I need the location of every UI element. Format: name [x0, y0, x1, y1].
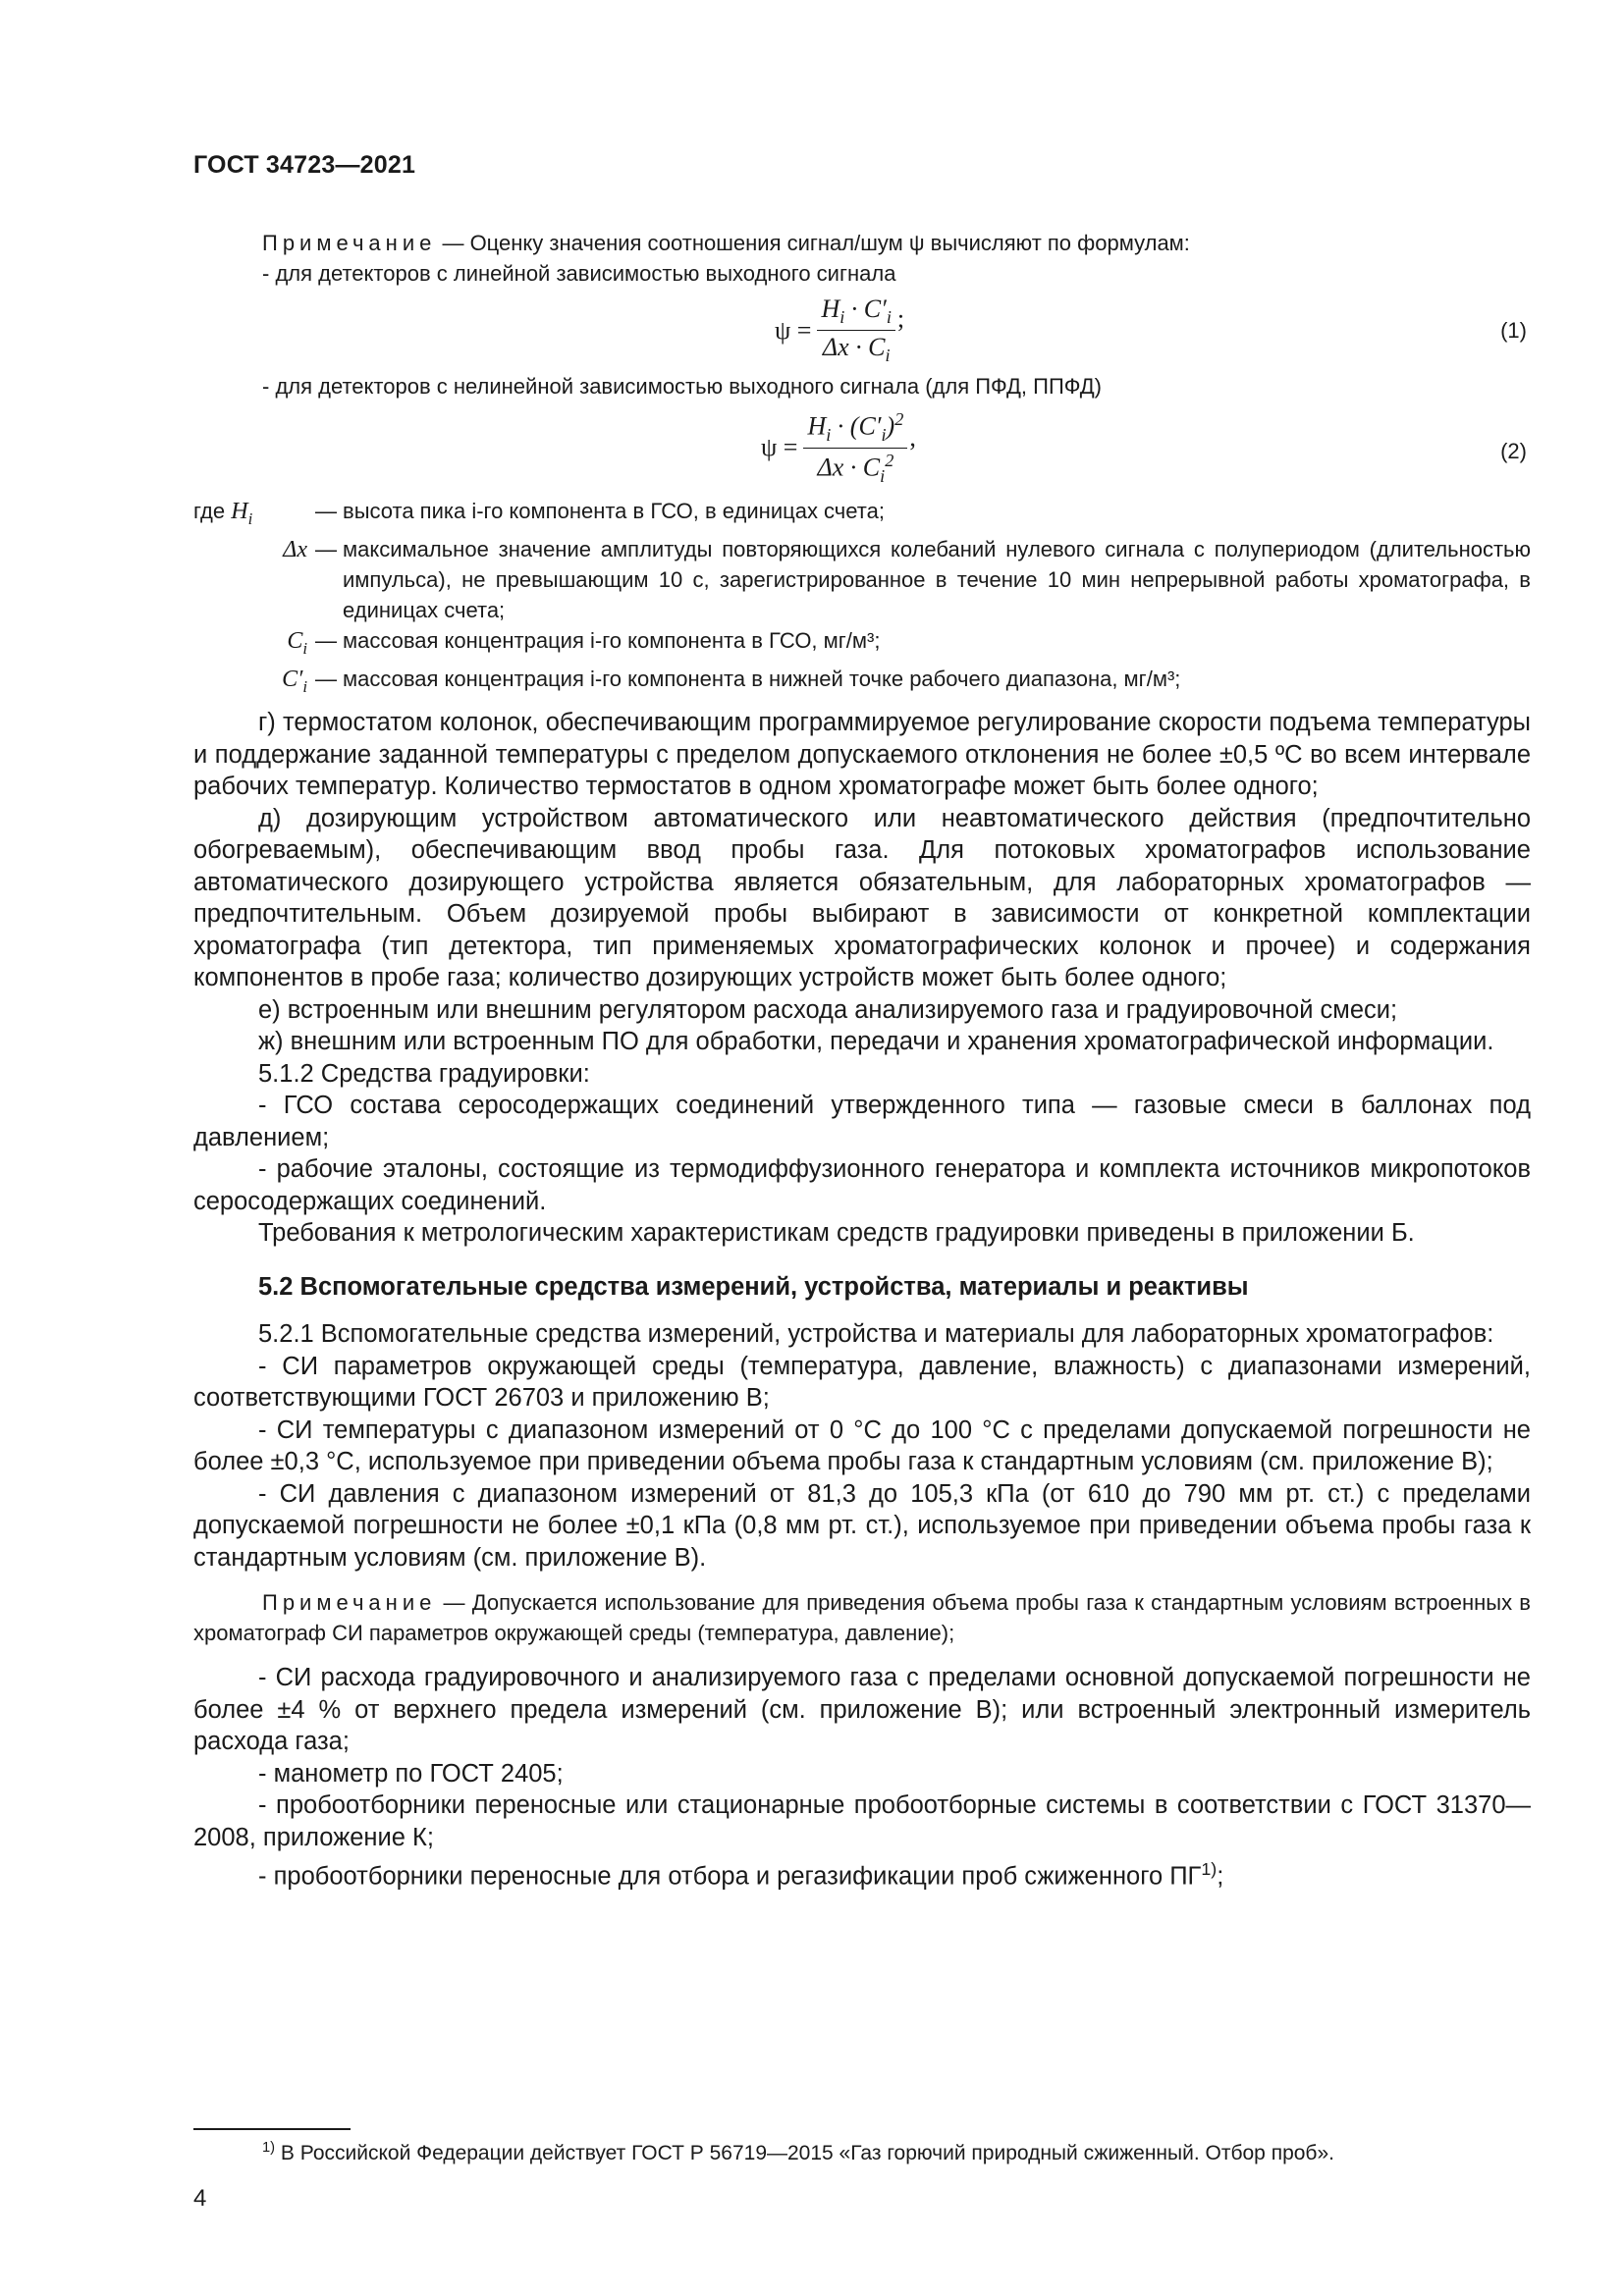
definition-dx: Δx — максимальное значение амплитуды повторяющихся колебаний нулевого сигнала с полупериодом (длительностью импульса), не превышающим 10 с, зарегистрированное в течение 10 мин непрерывной работы хроматографа, в единицах счета; [193, 534, 1531, 625]
paragraph-5-2-1: 5.2.1 Вспомогательные средства измерений, устройства и материалы для лабораторных хроматографов: [258, 1320, 1494, 1349]
footnote-text: В Российской Федерации действует ГОСТ Р 56719—2015 «Газ горючий природный сжиженный. Отбор проб». [275, 2142, 1334, 2164]
paragraph-si-press: - СИ давления с диапазоном измерений от 81,3 до 105,3 кПа (от 610 до 790 мм рт. ст.) с пределами допускаемой погрешности не более ±0,1 кПа (0,8 мм рт. ст.), используемое при приведении объема пробы газа к стандартным условиям (см. приложение В). [193, 1479, 1531, 1572]
paragraph-manometer: - манометр по ГОСТ 2405; [258, 1759, 564, 1788]
definition-c: $C_i$ — массовая концентрация i-го компонента в ГСО, мг/м³; [193, 625, 1531, 664]
definition-text: массовая концентрация i-го компонента в нижней точке рабочего диапазона, мг/м³; [343, 666, 1181, 691]
note-formula-intro [193, 228, 1531, 289]
footnote-divider [193, 2128, 351, 2130]
body-text [193, 707, 1531, 1574]
section-5-2-title: 5.2 Вспомогательные средства измерений, устройства, материалы и реактивы [258, 1272, 1249, 1301]
paragraph-g: г) термостатом колонок, обеспечивающим программируемое регулирование скорости подъема температуры и поддержание заданной температуры с пределом допускаемого отклонения не более ±0,5 ºС во всем интервале рабочих температур. Количество термостатов в одном хроматографе может быть более одного; [193, 709, 1531, 801]
formula-2-fraction: $\frac{H_i \cdot (C'_i)^2}{\Delta x \cdot C_i^2}$ [803, 409, 907, 487]
paragraph-gso: - ГСО состава серосодержащих соединений утвержденного типа — газовые смеси в баллонах под давлением; [193, 1092, 1531, 1151]
formula-1: ψ = $\frac{H_i \cdot C'_i}{\Delta x \cdot C_i}$ ; [775, 294, 905, 366]
paragraph-sampler-lng [193, 1853, 1531, 1893]
paragraph-5-1-2: 5.1.2 Средства градуировки: [258, 1059, 590, 1088]
where-lead: где [193, 499, 226, 523]
note-conditions [193, 1587, 1531, 1648]
document-header: ГОСТ 34723—2021 [193, 151, 416, 179]
formula-1-row [193, 289, 1531, 373]
paragraph-si-env: - СИ параметров окружающей среды (температура, давление, влажность) с диапазонами измерений, соответствующими ГОСТ 26703 и приложению В; [193, 1352, 1531, 1413]
footnote [262, 2140, 1334, 2165]
paragraph-sampler: - пробоотборники переносные или стационарные пробоотборные системы в соответствии с ГОСТ 31370—2008, приложение К; [193, 1791, 1531, 1851]
definition-c-prime: $C'_i$ — массовая концентрация i-го компонента в нижней точке рабочего диапазона, мг/м³; [193, 664, 1531, 702]
sampler-lng-text: - пробоотборники переносные для отбора и регазификации проб сжиженного ПГ [258, 1862, 1202, 1891]
definition-text: высота пика i-го компонента в ГСО, в единицах счета; [343, 499, 885, 523]
formula-2: ψ = $\frac{H_i \cdot (C'_i)^2}{\Delta x \cdot C_i^2}$ , [761, 409, 916, 486]
footnote-mark: 1) [262, 2140, 276, 2156]
paragraph-e: е) встроенным или внешним регулятором расхода анализируемого газа и градуировочной смеси; [258, 995, 1398, 1024]
formula-2-row [193, 401, 1531, 496]
definition-text: массовая концентрация i-го компонента в ГСО, мг/м³; [343, 627, 881, 653]
formula-1-number: (1) [1500, 318, 1527, 343]
formula-1-fraction: $\frac{H_i \cdot C'_i}{\Delta x \cdot C_i}$ [817, 294, 894, 366]
page-content [193, 228, 1531, 1893]
paragraph-zh: ж) внешним или встроенным ПО для обработки, передачи и хранения хроматографической информации. [258, 1028, 1494, 1056]
note-text: — Оценку значения соотношения сигнал/шум ψ вычисляют по формулам: [436, 231, 1190, 255]
paragraph-etalon: - рабочие эталоны, состоящие из термодиффузионного генератора и комплекта источников микропотоков серосодержащих соединений. [193, 1155, 1531, 1215]
footnote-ref[interactable]: 1) [1201, 1859, 1218, 1880]
paragraph-requirements: Требования к метрологическим характеристикам средств градуировки приведены в приложении Б. [258, 1219, 1415, 1248]
note-text: — Допускается использование для приведения объема пробы газа к стандартным условиям встроенных в хроматограф СИ параметров окружающей среды (температура, давление); [193, 1590, 1531, 1646]
variable-definitions [193, 496, 1531, 701]
formula-2-number: (2) [1500, 439, 1527, 463]
note-nonlinear-line: - для детекторов с нелинейной зависимостью выходного сигнала (для ПФД, ППФД) [262, 374, 1103, 399]
sampler-lng-end: ; [1217, 1862, 1224, 1891]
paragraph-si-flow: - СИ расхода градуировочного и анализируемого газа с пределами основной допускаемой погрешности не более ±4 % от верхнего предела измерений (см. приложение В); или встроенный электронный измеритель расхода газа; [193, 1664, 1531, 1756]
definition-text: максимальное значение амплитуды повторяющихся колебаний нулевого сигнала с полупериодом (длительностью импульса), не превышающим 10 с, зарегистрированное в течение 10 мин непрерывной работы хроматографа, в единицах счета; [343, 536, 1531, 622]
note-label: Примечание [262, 231, 437, 255]
paragraph-si-temp: - СИ температуры с диапазоном измерений от 0 °С до 100 °С с пределами допускаемой погрешности не более ±0,3 °С, используемое при приведении объема пробы газа к стандартным условиям (см. приложение В); [193, 1415, 1531, 1476]
body-text-continued [193, 1662, 1531, 1893]
note-linear-line: - для детекторов с линейной зависимостью выходного сигнала [262, 261, 896, 286]
note-label: Примечание [262, 1590, 437, 1616]
page-number: 4 [193, 2185, 207, 2212]
definition-h: где $H_i$ — высота пика i-го компонента в ГСО, в единицах счета; [193, 496, 1531, 534]
paragraph-d: д) дозирующим устройством автоматического или неавтоматического действия (предпочтительно обогреваемым), обеспечивающим ввод пробы газа. Для потоковых хроматографов использование автоматического дозирующего устройства является обязательным, для лабораторных хроматографов — предпочтительным. Объем дозируемой пробы выбирают в зависимости от конкретной комплектации хроматографа (тип детектора, тип применяемых хроматографических колонок и прочее) и содержания компонентов в пробе газа; количество дозирующих устройств может быть более одного; [193, 804, 1531, 992]
